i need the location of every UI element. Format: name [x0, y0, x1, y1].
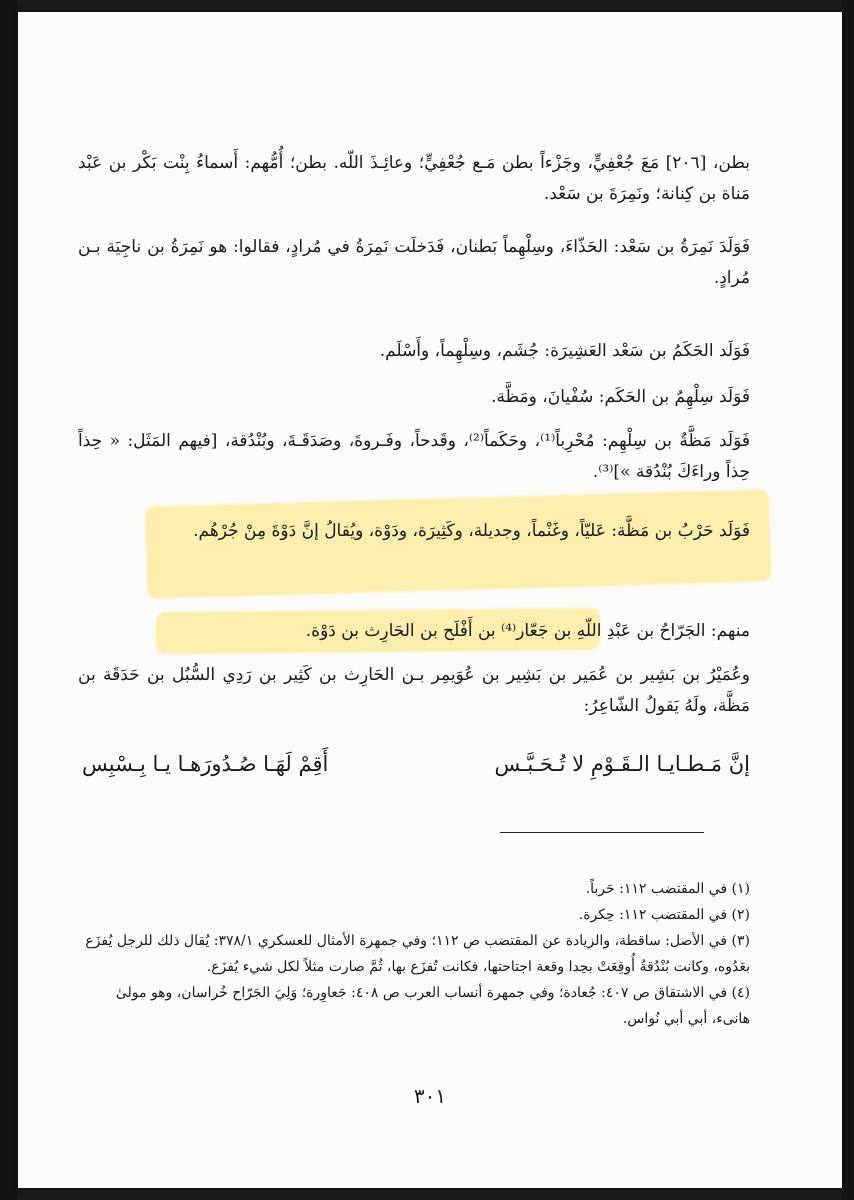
paragraph-1: بطن، [٢٠٦] مَعَ جُعْفِيٍّ، وجَزْءاً بطن مَـع جُعْفِيٍّ؛ وعائِـذَ اللّه. بطن؛ أُمُّهم: أَسماءُ بِنْت بَكْر بن عَبْد مَناة بن كِنانة؛ ونَمِرَةَ بن سَعْد. — [78, 153, 750, 204]
footnote-separator — [500, 832, 704, 833]
footnote-2: (٢) في المقتضب ١١٢: حِكرة. — [578, 907, 750, 923]
right-frame-edge — [842, 0, 854, 1200]
footnote-4: (٤) في الاشتقاق ص ٤٠٧: جُعادة؛ وفي جمهرة أنساب العرب ص ٤٠٨: جَعاوِرة؛ وَلِيَ الجَرّاح خُراسان، وهو مولىٰ هانىء، أبي أبي نُواس. — [115, 985, 750, 1027]
paragraph-6: فَوَلَد حَرْبُ بن مَظَّة: عَليّاً، وغَنْماً، وجديلة، وكَثِيرَة، ودَوْة، ويُقالُ إنَّ دَوْةَ مِنْ جُرْهُم. — [193, 521, 750, 541]
paragraph-3: فَوَلَد الحَكَمُ بن سَعْد العَشِيرَة: جُشَم، وسِلْهِماً، وأَسْلَم. — [379, 341, 750, 361]
paragraph-7: منهم: الجَرّاحُ بن عَبْدِ اللّهِ بن جَعّار⁽⁴⁾ بن أَفْلَح بن الحَارِث بن دَوْة. — [305, 621, 750, 641]
verse-left-hemistich: أَقِمْ لَهَـا صُـدُورَهـا يـا بِـسْبِس — [82, 752, 329, 776]
paragraph-2: فَوَلَدَ نَمِرَةُ بن سَعْد: الحَذّاءَ، وسِلْهِماً بَطنان، فَدَخلَت نَمِرَةُ في مُرادٍ، فقالوا: هو نَمِرَةُ بن ناجِيَة بـن مُرادٍ. — [78, 237, 750, 288]
book-page — [18, 12, 842, 1188]
poetry-verse — [82, 752, 750, 776]
page-number: ٣٠١ — [413, 1084, 447, 1108]
footnote-1: (١) في المقتضب ١١٢: حَرباً. — [585, 881, 750, 897]
left-frame-edge — [0, 0, 18, 1200]
footnotes — [78, 876, 750, 1032]
paragraph-5: فَوَلَد مَظَّةُ بن سِلْهِم: مُحْرِباً⁽¹⁾، وحَكَماً⁽²⁾، وقَدحاً، وفَـروةَ، وصَدَقَـةَ، وبُنْدُقة، [فيهم المَثَل: « حِذاً حِذاً وراءَكَ بُنْدُقة »]⁽³⁾. — [78, 431, 751, 482]
verse-right-hemistich: إنَّ مَـطـايـا الـقَـوْمِ لا تُـحَـبَّـس — [494, 752, 750, 776]
footnote-3: (٣) في الأصل: ساقطة، والزيادة عن المقتضب ص ١١٢؛ وفي جمهرة الأمثال للعسكري ٣٧٨/١: يُقال ذلك للرجل يُفزَع بعَدُوه، وكانت بُنْدُقةُ أُوقِعَتْ بحِدا وقعة اجتاحتها، فكانت تُفزَع بها، ثُمَّ صارت مثلاً لكل شيء يُفزَع. — [85, 933, 750, 975]
paragraph-4: فَوَلَد سِلْهِمُ بن الحَكَم: سُفْيانَ، ومَظَّة. — [491, 387, 750, 407]
paragraph-8: وعُمَيْرُ بن بَشِير بن عُمَير بن بَشِير بن عُوَيمِر بـن الحَارِث بن كَثِير بن رَدِي السُّبُل بن حَدَقَة بن مَظَّة، ولَهُ يَقولُ الشّاعِرُ: — [78, 665, 750, 716]
